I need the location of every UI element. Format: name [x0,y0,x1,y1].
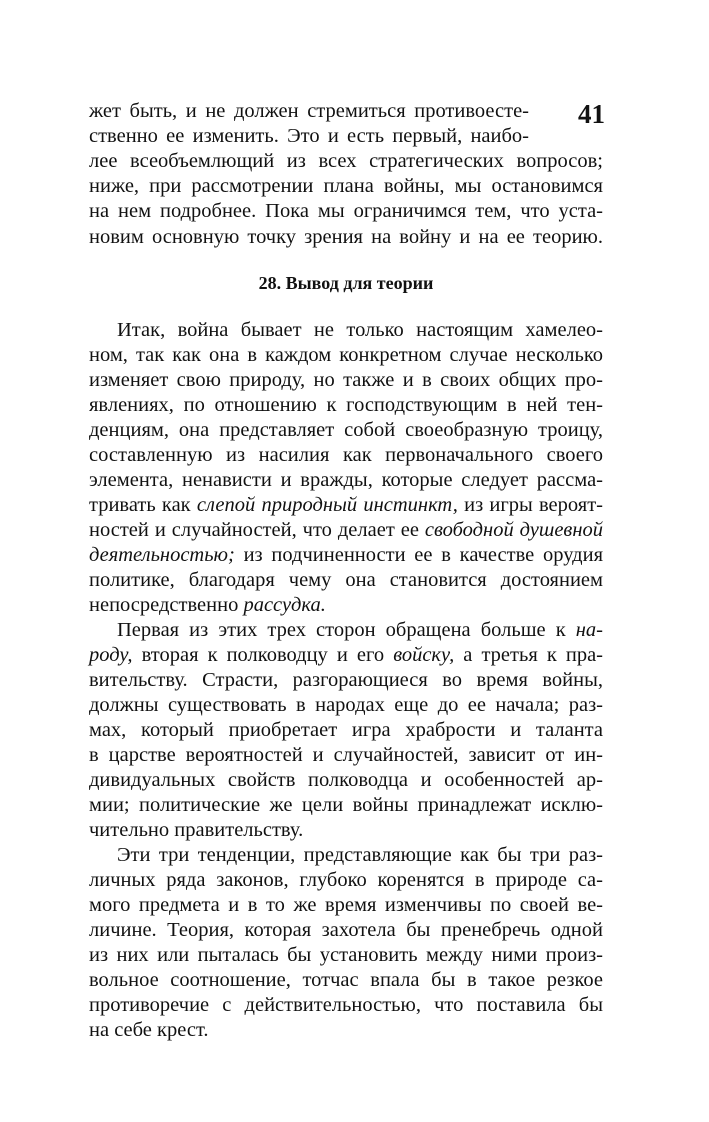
text-line: в царстве вероятностей и случайностей, зависит от ин- [89,744,603,766]
text-line [89,643,603,667]
text-run: Первая из этих трех сторон обращена больше к [117,619,576,641]
text-run: ностей и случайностей, что делает ее [89,519,425,541]
text-line: чительно правительству. [89,819,304,841]
text-line [89,493,603,517]
text-line: Итак, война бывает не только настоящим хамелео- [117,319,603,341]
italic-text: слепой природный инстинкт, [196,494,458,516]
text-line: на себе крест. [89,1019,209,1041]
text-line: противоречие с действительностью, что поставила бы [89,994,603,1016]
text-line [89,593,603,617]
text-line: денциям, она представляет собой своеобразную троицу, [89,419,603,441]
italic-text: рассудка. [243,594,326,616]
text-line: ственно ее изменить. Это и есть первый, наибо- [89,125,529,147]
text-run: а третья к пра- [454,644,603,666]
text-line: из них или пыталась бы установить между ними произ- [89,944,603,966]
text-run: непосредственно [89,594,244,616]
italic-text: деятельностью; [89,544,235,566]
text-line: политике, благодаря чему она становится достоянием [89,569,603,591]
page-number: 41 [578,99,605,129]
text-line: составленную из насилия как первоначального своего [89,444,603,466]
text-line: лее всеобъемлющий из всех стратегических вопросов; [89,150,603,172]
italic-text: на- [575,619,603,641]
section-heading: 28. Вывод для теории [258,273,434,293]
text-line: вительству. Страсти, разгорающиеся во время войны, [89,669,603,691]
text-line: дивидуальных свойств полководца и особенностей ар- [89,769,603,791]
text-line: ниже, при рассмотрении плана войны, мы остановимся [89,175,603,197]
text-line: мого предмета и в то же время изменчивы по своей ве- [89,894,603,916]
italic-text: свободной душевной [424,519,603,541]
text-line: Эти три тенденции, представляющие как бы три раз- [117,844,603,866]
text-run: вторая к полководцу и его [132,644,394,666]
text-line: личине. Теория, которая захотела бы пренебречь одной [89,919,603,941]
text-line: на нем подробнее. Пока мы ограничимся тем, что уста- [89,200,603,222]
italic-text: роду, [89,644,133,666]
text-run: из игры вероят- [457,494,603,516]
text-line: должны существовать в народах еще до ее начала; раз- [89,694,603,716]
text-line [89,543,603,567]
text-line: явлениях, по отношению к господствующим в ней тен- [89,394,603,416]
text-line: элемента, ненависти и вражды, которые следует рассма- [89,469,603,491]
text-run: тривать как [89,494,197,516]
text-line: мах, который приобретает игра храбрости и таланта [89,719,603,741]
text-line: жет быть, и не должен стремиться противоесте- [89,100,529,122]
text-line: вольное соотношение, тотчас впала бы в такое резкое [89,969,603,991]
italic-text: войску, [393,644,455,666]
text-line [117,618,603,642]
text-line: ном, так как она в каждом конкретном случае несколько [89,344,603,366]
text-line: личных ряда законов, глубоко коренятся в природе са- [89,869,603,891]
text-line [89,518,603,542]
text-line: новим основную точку зрения на войну и на ее теорию. [89,226,603,248]
text-line: мии; политические же цели войны принадлежат исклю- [89,794,603,816]
text-line: изменяет свою природу, но также и в своих общих про- [89,369,603,391]
text-run: из подчиненности ее в качестве орудия [234,544,603,566]
